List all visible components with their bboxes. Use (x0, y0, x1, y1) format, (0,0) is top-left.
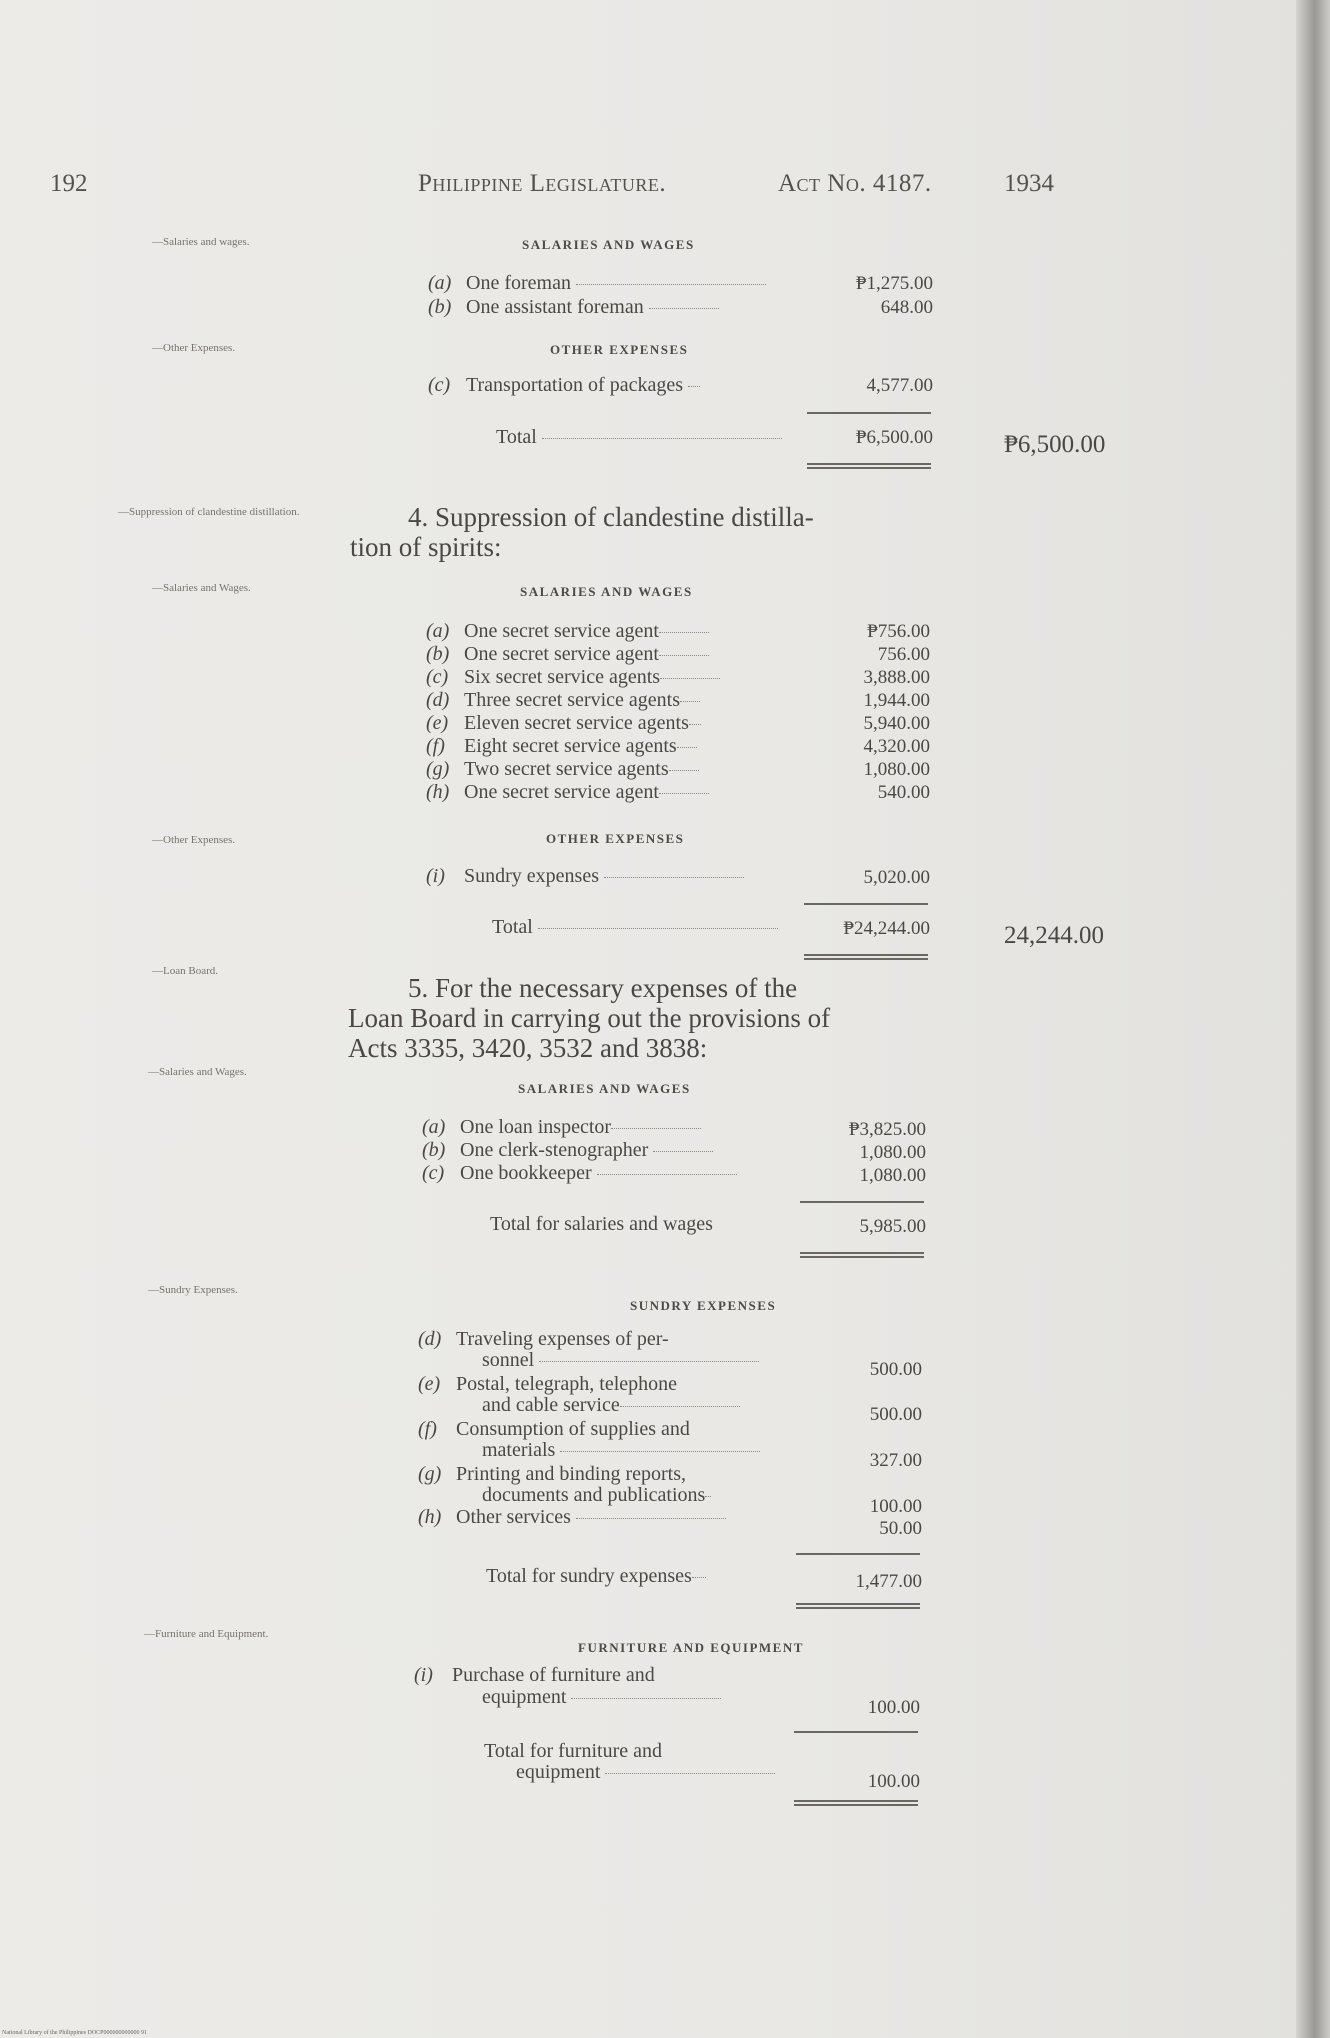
grand-total: 24,244.00 (1004, 922, 1104, 949)
salaries-heading: SALARIES AND WAGES (520, 584, 693, 599)
margin-note-loan-board: —Loan Board. (152, 965, 218, 977)
total-line: Total for furniture and (484, 1740, 662, 1762)
line-amount: 100.00 (867, 1697, 920, 1718)
line-item: (i) Purchase of furniture and (414, 1664, 655, 1686)
line-item: (h) One secret service agent (426, 781, 709, 804)
line-amount: 1,944.00 (863, 690, 930, 711)
line-item: (a) One loan inspector (422, 1116, 701, 1139)
other-expenses-heading: OTHER EXPENSES (546, 831, 685, 846)
line-item: (b) One clerk-stenographer (422, 1139, 713, 1162)
line-amount: ₱1,275.00 (855, 273, 933, 294)
line-item-continuation: materials (482, 1439, 760, 1462)
line-amount: 500.00 (869, 1359, 922, 1380)
margin-note-salaries: —Salaries and wages. (152, 236, 250, 248)
total-line-continuation: equipment (516, 1761, 775, 1784)
page-number: 192 (50, 170, 88, 197)
line-amount: ₱3,825.00 (848, 1119, 926, 1140)
line-item: (e) Postal, telegraph, telephone (418, 1373, 678, 1395)
line-item: (f) Consumption of supplies and (418, 1418, 690, 1440)
section-5-paragraph-line3: Acts 3335, 3420, 3532 and 3838: (348, 1033, 708, 1063)
margin-note-salaries: —Salaries and Wages. (148, 1066, 247, 1078)
act-number: Act No. 4187. (778, 170, 932, 197)
margin-note-suppression: —Suppression of clandestine distillation. (118, 506, 300, 518)
double-rule (796, 1603, 920, 1609)
subtotal-rule (807, 412, 931, 414)
total-line: Total for sundry expenses (486, 1565, 706, 1588)
line-item: (h) Other services (418, 1506, 726, 1529)
line-item: (b) One secret service agent (426, 643, 709, 666)
line-amount: 756.00 (877, 644, 930, 665)
line-amount: 1,080.00 (859, 1142, 926, 1163)
double-rule (804, 954, 928, 960)
subtotal-rule (804, 903, 928, 905)
line-item: (d) Traveling expenses of per- (418, 1328, 669, 1350)
line-amount: 5,940.00 (863, 713, 930, 734)
page-binding-edge (1296, 0, 1330, 2038)
furniture-equipment-heading: FURNITURE AND EQUIPMENT (578, 1640, 804, 1655)
other-expenses-heading: OTHER EXPENSES (550, 342, 689, 357)
line-item: (i) Sundry expenses (426, 865, 744, 888)
sundry-expenses-heading: SUNDRY EXPENSES (630, 1298, 777, 1313)
line-item: (c) Six secret service agents (426, 666, 720, 689)
line-amount: 4,320.00 (863, 736, 930, 757)
total-amount: ₱24,244.00 (843, 918, 930, 939)
line-amount: 1,080.00 (859, 1165, 926, 1186)
line-amount: 540.00 (877, 782, 930, 803)
total-line: Total for salaries and wages (490, 1213, 713, 1235)
total-line: Total (496, 426, 782, 449)
line-item: (b) One assistant foreman (428, 296, 719, 319)
total-amount: 1,477.00 (855, 1571, 922, 1592)
double-rule (807, 463, 931, 469)
line-amount: 3,888.00 (863, 667, 930, 688)
section-5-paragraph-line2: Loan Board in carrying out the provisions of (348, 1003, 831, 1033)
total-line: Total (492, 916, 778, 939)
total-amount: 5,985.00 (859, 1216, 926, 1237)
double-rule (794, 1800, 918, 1806)
line-amount: 5,020.00 (863, 867, 930, 888)
section-4-paragraph-line1: 4. Suppression of clandestine distilla- (408, 502, 814, 532)
scan-credit: National Library of the Philippines DOCP000000000000 91 (2, 2030, 147, 2036)
margin-note-other: —Other Expenses. (152, 342, 236, 354)
total-amount: ₱6,500.00 (855, 427, 933, 448)
subtotal-rule (796, 1553, 920, 1555)
salaries-heading: SALARIES AND WAGES (518, 1081, 691, 1096)
line-amount: 100.00 (869, 1496, 922, 1517)
line-item: (c) One bookkeeper (422, 1162, 737, 1185)
line-amount: 648.00 (880, 297, 933, 318)
margin-note-other: —Other Expenses. (152, 834, 236, 846)
line-item-continuation: equipment (482, 1686, 721, 1709)
line-item: (g) Printing and binding reports, (418, 1463, 686, 1485)
line-amount: 500.00 (869, 1404, 922, 1425)
subtotal-rule (794, 1731, 918, 1733)
line-item: (c) Transportation of packages (428, 374, 700, 397)
line-item: (a) One foreman (428, 272, 766, 295)
salaries-heading: SALARIES AND WAGES (522, 237, 695, 252)
section-5-paragraph-line1: 5. For the necessary expenses of the (408, 973, 798, 1003)
line-item: (g) Two secret service agents (426, 758, 699, 781)
double-rule (800, 1252, 924, 1258)
subtotal-rule (800, 1201, 924, 1203)
line-item-continuation: and cable service (482, 1394, 740, 1417)
header-year: 1934 (1004, 170, 1054, 197)
running-title: Philippine Legislature. (418, 170, 667, 197)
line-item: (a) One secret service agent (426, 620, 709, 643)
line-item: (f) Eight secret service agents (426, 735, 697, 758)
line-amount: 1,080.00 (863, 759, 930, 780)
section-4-paragraph-line2: tion of spirits: (350, 532, 502, 562)
line-amount: ₱756.00 (867, 621, 930, 642)
line-item: (e) Eleven secret service agents (426, 712, 701, 735)
total-amount: 100.00 (867, 1771, 920, 1792)
line-amount: 4,577.00 (866, 375, 933, 396)
grand-total: ₱6,500.00 (1004, 431, 1106, 458)
line-item-continuation: documents and publications (482, 1484, 711, 1507)
margin-note-furniture: —Furniture and Equipment. (144, 1628, 269, 1640)
line-amount: 327.00 (869, 1450, 922, 1471)
line-item-continuation: sonnel (482, 1349, 759, 1372)
margin-note-sundry: —Sundry Expenses. (148, 1284, 238, 1296)
margin-note-salaries: —Salaries and Wages. (152, 582, 251, 594)
line-amount: 50.00 (879, 1518, 922, 1539)
line-item: (d) Three secret service agents (426, 689, 700, 712)
